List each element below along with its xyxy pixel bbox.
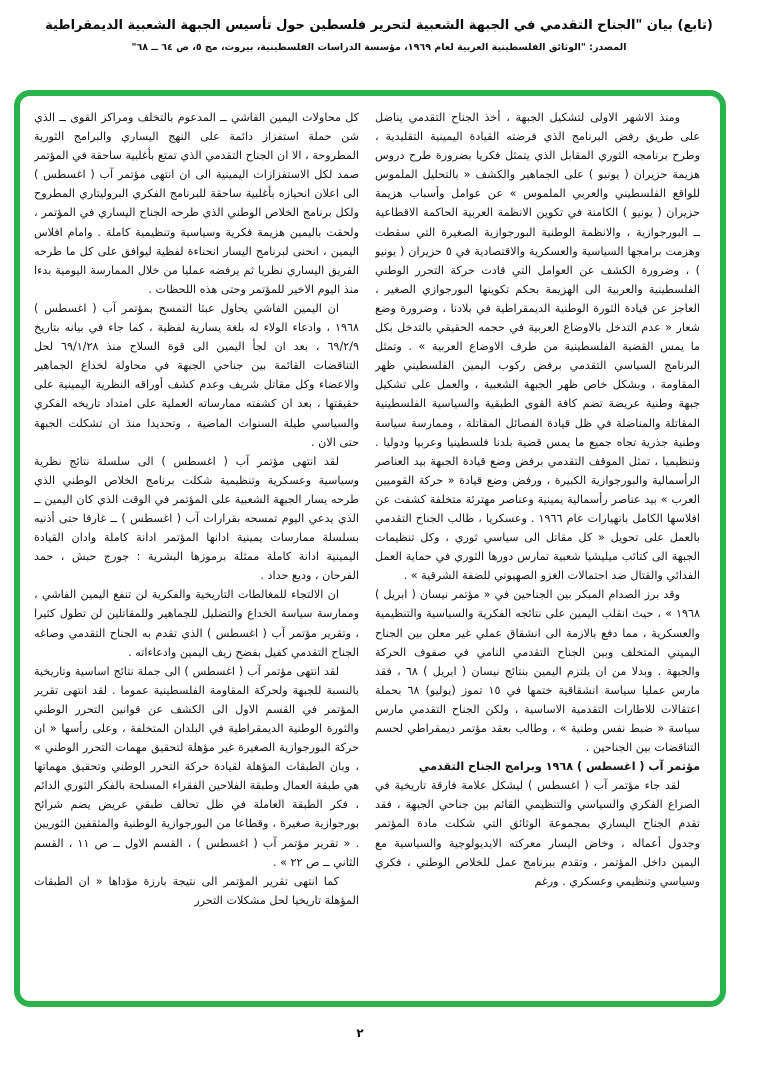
- paragraph: لقد انتهى مؤتمر آب ( اغسطس ) الى سلسلة نتائج نظرية وسياسية وعسكرية وتنظيمية شكلت برنامج الخلاص الوطني الذي طرحه يسار الجبهة الشعبية على المؤتمر في الوقت الذي كان اليمين ــ الذي يدعي اليوم تمسحه بقرارات آب ( اغسطس ) ــ غارقا حتى أذنيه بسلسلة ممارسات يمينية ادانها المؤتمر ادانة كاملة وادان القيادة اليمينية ادانة كاملة ممثلة برموزها البشرية : جورج حبش ، حمد الفرحان ، وديع حداد .: [34, 454, 359, 583]
- document-source-line: المصدر: "الوثائق الفلسطينية العربية لعام ١٩٦٩، مؤسسة الدراسات الفلسطينية، بيروت، مج ٥، ص ٦٤ ــ ٦٨": [131, 42, 627, 53]
- right-text-column: [375, 108, 700, 993]
- left-text-column: [34, 108, 359, 993]
- paragraph: ومنذ الاشهر الاولى لتشكيل الجبهة ، أخذ الجناح التقدمي يناضل على طريق رفض البرنامج الذي فرضته القيادة اليمينية التقليدية ، وطرح برنامجه الثوري المقابل الذي يتمثل فكريا بضرورة طرح دروس هزيمة حزيران ( يونيو ) على الجماهير والكشف « بالتحليل الملموس للواقع الفلسطيني والعربي الملموس » عن عوامل وأسباب هزيمة حزيران ( يونيو ) الكامنة في تكوين الانظمة العربية الحاكمة الاقطاعية ــ البورجوازية ، والانظمة الوطنية البورجوازية الصغيرة التي سقطت وهزمت برامجها السياسية والعسكرية والاقتصادية في ٥ حزيران ( يونيو ) ، وضرورة الكشف عن العوامل التي قادت حركة التحرر الوطني الفلسطينية والعربية الى الهزيمة بحكم تكوينها البورجوازي الصغير ، العاجز عن قيادة الثورة الوطنية الديمقراطية في بلادنا ، وضرورة وضع شعار « عدم التدخل بالاوضاع العربية في حجمه الحقيقي بالتدخل بكل ما يمس القضية الفلسطينية من طرف الاوضاع العربية » . وتمثل البرنامج السياسي التقدمي برفض ركوب اليمين الفلسطيني ظهر المقاومة ، وبشكل خاص ظهر الجبهة الشعبية ، والعمل على تشكيل جبهة وطنية عريضة تضم كافة القوى الطبقية والسياسية الفلسطينية المقاتلة والمناضلة في ظل قيادة الفصائل المقاتلة ، وممارسة سياسة وطنية جذرية تجاه جميع ما يمس قضية بلدنا فلسطينيا وعربيا ودوليا . وتنظيميا ، تمثل الموقف التقدمي برفض وضع قيادة الجبهة بيد العناصر الرأسمالية والبورجوازية الكبيرة ، ورفض وضع قيادة « حركة القوميين العرب » بيد عناصر رأسمالية يمينية وعناصر مهترئة متخلفة كشفت عن افلاسها الكامل بانهيارات عام ١٩٦٦ . وعسكريا ، طالب الجناح التقدمي بالعمل على تحويل « كل مقاتل الى سياسي ثوري ، وكل تنظيمات الجبهة الى كتائب ميليشيا شعبية تمارس دورها الثوري في حماية العمل الفدائي والقتال ضد احتمالات الغزو الصهيوني للضفة الشرقية » .: [375, 111, 700, 583]
- section-heading: مؤتمر آب ( اغسطس ) ١٩٦٨ وبرامج الجناح التقدمي: [418, 760, 700, 774]
- paragraph: ان الالتجاء للمغالطات التاريخية والفكرية لن تنفع اليمين الفاشي ، وممارسة سياسة الخداع والتضليل للجماهير وللمقاتلين لن تطول كثيرا ، وتقرير مؤتمر آب ( اغسطس ) الذي تقدم به الجناح التقدمي وصاغه الجناح التقدمي كفيل بفضح زيف اليمين وادعاءاته .: [34, 588, 359, 659]
- paragraph: ان اليمين الفاشي يحاول عبثا التمسح بمؤتمر آب ( اغسطس ) ١٩٦٨ ، وادعاء الولاء له بلغة يسارية لفظية ، كما جاء في بيانه بتاريخ ٦٩/٢/٩ ، بعد ان لجأ اليمين الى قوة السلاح منذ ٦٩/١/٢٨ لحل التناقضات القائمة بين جناحي الجبهة في محاولة لخداع الجماهير والاعضاء وكل مقاتل شريف وعدم كشف أوراقه النظرية اليمينية على حقيقتها ، بعد ان كشفته ممارساته العملية على امتداد تاريخه الفكري والسياسي طيلة السنوات الماضية ، وتحديدا منذ ان تشكلت الجبهة حتى الان .: [34, 301, 359, 449]
- document-title: (تابع) بيان "الجناح التقدمي في الجبهة الشعبية لتحرير فلسطين حول تأسيس الجبهة الشعبية الديمقراطية: [45, 18, 713, 33]
- two-column-text-area: [34, 108, 700, 993]
- document-green-frame: [14, 90, 726, 1007]
- paragraph: كما انتهى تقرير المؤتمر الى نتيجة بارزة مؤداها « ان الطبقات المؤهلة تاريخيا لحل مشكلات التحرر: [34, 874, 359, 907]
- paragraph: وقد برز الصدام المبكر بين الجناحين في « مؤتمر نيسان ( ابريل ) ١٩٦٨ » ، حيث انقلب اليمين على نتائجه الفكرية والسياسية والتنظيمية والعسكرية ، مما دفع بالازمة الى انشقاق عملي غير معلن بين الجناح اليميني المتخلف وبين الجناح التقدمي النامي في صفوف الحركة والجبهة . وبدلا من ان يلتزم اليمين بنتائج نيسان ( ابريل ) ٦٨ ، فقد مارس عمليا سياسة انشقاقية ختمها في ١٥ تموز (يوليو) ٦٨ بحملة اعتقالات للاطارات التقدمية الاساسية ، ولكن الجناح التقدمي مارس سياسة « ضبط نفس وطنية » ، وطالب بعقد مؤتمر ديمقراطي لحسم التناقضات بين الجناحين .: [375, 588, 700, 755]
- page-number: ٢: [356, 1026, 364, 1040]
- page-header: [0, 18, 758, 53]
- paragraph: لقد انتهى مؤتمر آب ( اغسطس ) الى جملة نتائج اساسية وتاريخية بالنسبة للجبهة ولحركة المقاومة الفلسطينية عموما . لقد انتهى تقرير المؤتمر في القسم الاول الى الكشف عن قوانين التحرر الوطني والثورة الوطنية الديمقراطية في البلدان المتخلفة ، وعلى رأسها « ان حركة البورجوازية الصغيرة غير مؤهلة لتحقيق مهمات التحرر الوطني » ، وبان الطبقات المؤهلة لقيادة حركة التحرر الوطني وتحقيق مهماتها هي طبقة العمال وطبقة الفلاحين الفقراء المسلحة بالفكر الثوري الدائم ، فكر الطبقة العاملة في ظل تحالف طبقي عريض يضم شرائح بورجوازية صغيرة ، وقطاعا من البورجوازية الوطنية والمثقفين الثوريين . « تقرير مؤتمر آب ( اغسطس ) ، القسم الاول ــ ص ١١ ، القسم الثاني ــ ص ٢٢ » .: [34, 664, 359, 869]
- paragraph: كل محاولات اليمين الفاشي ــ المدعوم بالتخلف ومراكز القوى ــ الذي شن حملة استفزاز دائمة على النهج اليساري والبرامج الثورية المطروحة ، الا ان الجناح التقدمي الذي تمتع بأغلبية ساحقة في المؤتمر صمد لكل الاستفزازات اليمينية الى ان انتهى مؤتمر آب ( اغسطس ) الى اعلان انحيازه بأغلبية ساحقة للبرنامج الفكري البروليتاري المطروح ولكل برنامج الخلاص الوطني الذي طرحه الجناح اليساري في المؤتمر ، ولحقت باليمين هزيمة فكرية وسياسية وتنظيمية كاملة . وامام افلاس اليمين ، انحنى لبرنامج اليسار انحناءة لفظية ليوافق على كل ما طرحه الفريق اليساري نظريا ثم يرفضه عمليا من خلال الممارسة اليومية بدءا منذ اليوم الاخير للمؤتمر وحتى هذه اللحظات .: [34, 111, 359, 296]
- paragraph: لقد جاء مؤتمر آب ( اغسطس ) ليشكل علامة فارقة تاريخية في الصراع الفكري والسياسي والتنظيمي القائم بين جناحي الجبهة ، فقد تقدم الجناح اليساري بمجموعة الوثائق التي شكلت مادة المؤتمر وجدول أعماله ، وخاض اليسار معركته الايديولوجية والسياسية مع اليمين داخل المؤتمر ، وتقدم ببرنامج عمل للخلاص الوطني ، فكري وسياسي وتنظيمي وعسكري . ورغم: [375, 779, 700, 888]
